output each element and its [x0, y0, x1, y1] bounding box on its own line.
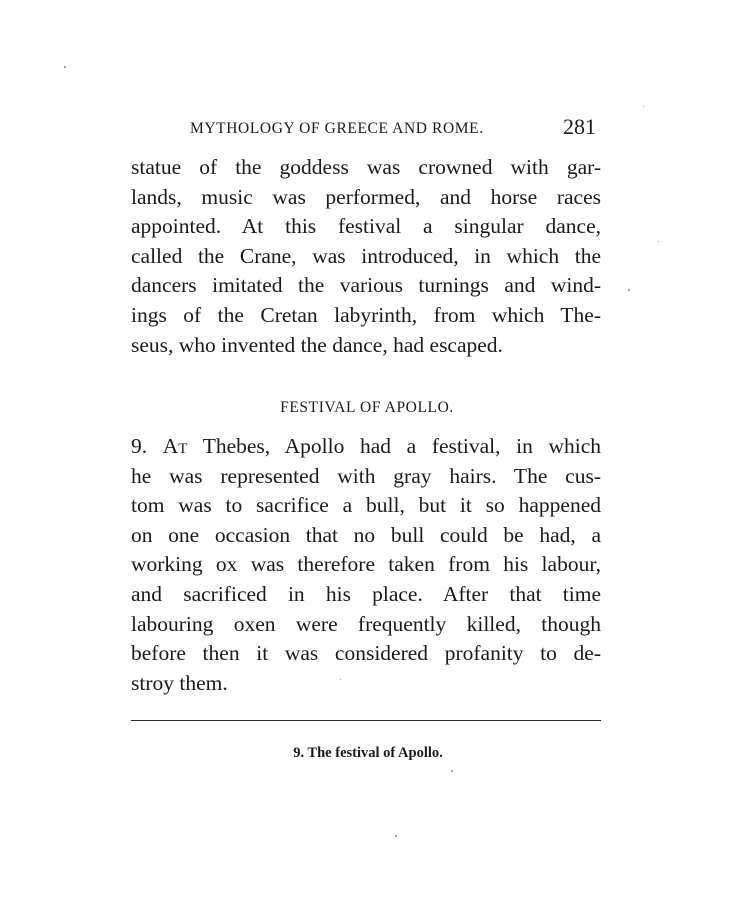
text-line: seus, who invented the dance, had escaped. [131, 332, 503, 357]
scan-speck [643, 106, 644, 107]
scan-speck [628, 289, 630, 291]
text-line: before then it was considered profanity to de- [131, 641, 601, 666]
paragraph-continuation [131, 153, 601, 360]
section-heading [0, 399, 736, 417]
text-line: ings of the Cretan labyrinth, from which The- [131, 302, 601, 327]
footnote-text: 9. The festival of Apollo. [293, 745, 443, 761]
footnote-divider [131, 720, 601, 721]
text-line: tom was to sacrifice a bull, but it so happened [131, 493, 601, 518]
text-line: and sacrificed in his place. After that time [131, 581, 601, 606]
text-line: stroy them. [131, 670, 228, 695]
scan-speck [64, 66, 66, 68]
text-line: he was represented with gray hairs. The cus- [131, 463, 601, 488]
scan-speck [451, 770, 453, 772]
running-head [190, 114, 602, 144]
text-line: statue of the goddess was crowned with gar- [131, 155, 601, 179]
footnote [0, 745, 736, 762]
small-caps-word: At [162, 434, 188, 458]
text-line: called the Crane, was introduced, in which the [131, 243, 601, 268]
text-line: labouring oxen were frequently killed, though [131, 611, 601, 636]
paragraph-number: 9. [131, 434, 148, 458]
paragraph-festival-of-apollo [131, 432, 601, 698]
first-line-rest: Thebes, Apollo had a festival, in which [187, 434, 602, 458]
page-number: 281 [563, 114, 596, 139]
running-title: MYTHOLOGY OF GREECE AND ROME. [190, 120, 484, 137]
text-line: lands, music was performed, and horse races [131, 184, 601, 209]
section-heading-text: FESTIVAL OF APOLLO. [280, 399, 454, 416]
text-line: on one occasion that no bull could be had, a [131, 522, 601, 547]
scan-speck [658, 241, 659, 242]
text-line: appointed. At this festival a singular dance, [131, 214, 601, 239]
scan-speck [340, 679, 341, 680]
text-line-first [131, 432, 601, 462]
text-line: dancers imitated the various turnings and wind- [131, 273, 601, 298]
scan-speck [395, 835, 397, 837]
text-line: working ox was therefore taken from his labour, [131, 552, 601, 577]
